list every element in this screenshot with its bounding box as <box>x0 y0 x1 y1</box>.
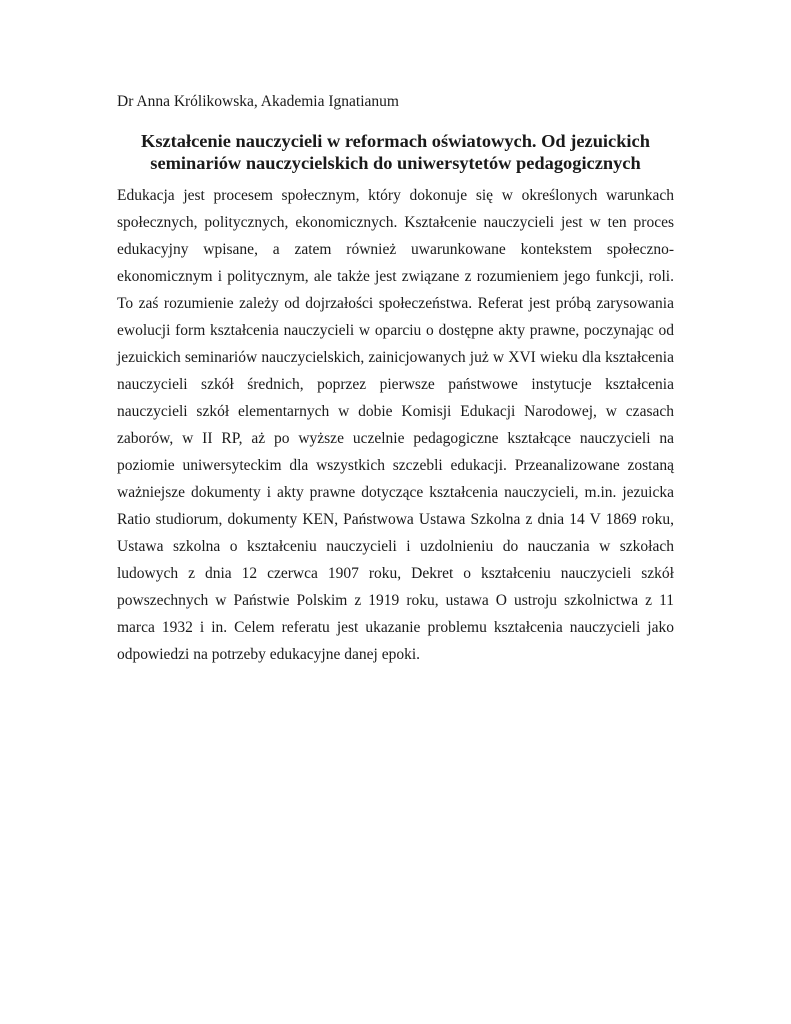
title-line: Kształcenie nauczycieli w reformach oświatowych. Od jezuickich <box>141 131 650 151</box>
abstract-line: Ustawa szkolna o kształceniu nauczycieli i uzdolnieniu do nauczania w szkołach <box>117 538 674 555</box>
abstract-line: ewolucji form kształcenia nauczycieli w oparciu o dostępne akty prawne, poczynając od <box>117 322 674 339</box>
abstract-line: marca 1932 i in. Celem referatu jest ukazanie problemu kształcenia nauczycieli jako <box>117 619 674 636</box>
abstract-line: ekonomicznym i politycznym, ale także jest związane z rozumieniem jego funkcji, roli. <box>117 268 674 285</box>
abstract-line: To zaś rozumienie zależy od dojrzałości społeczeństwa. Referat jest próbą zarysowania <box>117 295 674 312</box>
abstract-line: zaborów, w II RP, aż po wyższe uczelnie pedagogiczne kształcące nauczycieli na <box>117 430 674 447</box>
abstract-line: ważniejsze dokumenty i akty prawne dotyczące kształcenia nauczycieli, m.in. jezuicka <box>117 484 674 501</box>
author-line: Dr Anna Królikowska, Akademia Ignatianum <box>117 93 399 110</box>
document-title <box>117 130 674 174</box>
abstract-line: edukacyjny wpisane, a zatem również uwarunkowane kontekstem społeczno- <box>117 241 674 258</box>
abstract-paragraph <box>117 186 674 672</box>
abstract-line: powszechnych w Państwie Polskim z 1919 roku, ustawa O ustroju szkolnictwa z 11 <box>117 592 674 609</box>
abstract-line: Ratio studiorum, dokumenty KEN, Państwowa Ustawa Szkolna z dnia 14 V 1869 roku, <box>117 511 674 528</box>
abstract-line: poziomie uniwersyteckim dla wszystkich szczebli edukacji. Przeanalizowane zostaną <box>117 457 674 474</box>
abstract-line: ludowych z dnia 12 czerwca 1907 roku, Dekret o kształceniu nauczycieli szkół <box>117 565 674 582</box>
title-line: seminariów nauczycielskich do uniwersytetów pedagogicznych <box>150 153 641 173</box>
abstract-line: nauczycieli szkół średnich, poprzez pierwsze państwowe instytucje kształcenia <box>117 376 674 393</box>
abstract-line: Edukacja jest procesem społecznym, który dokonuje się w określonych warunkach <box>117 187 674 204</box>
abstract-line: jezuickich seminariów nauczycielskich, zainicjowanych już w XVI wieku dla kształcenia <box>117 349 674 366</box>
abstract-line: nauczycieli szkół elementarnych w dobie Komisji Edukacji Narodowej, w czasach <box>117 403 674 420</box>
abstract-line: odpowiedzi na potrzeby edukacyjne danej epoki. <box>117 646 420 663</box>
abstract-line: społecznych, politycznych, ekonomicznych. Kształcenie nauczycieli jest w ten proces <box>117 214 674 231</box>
